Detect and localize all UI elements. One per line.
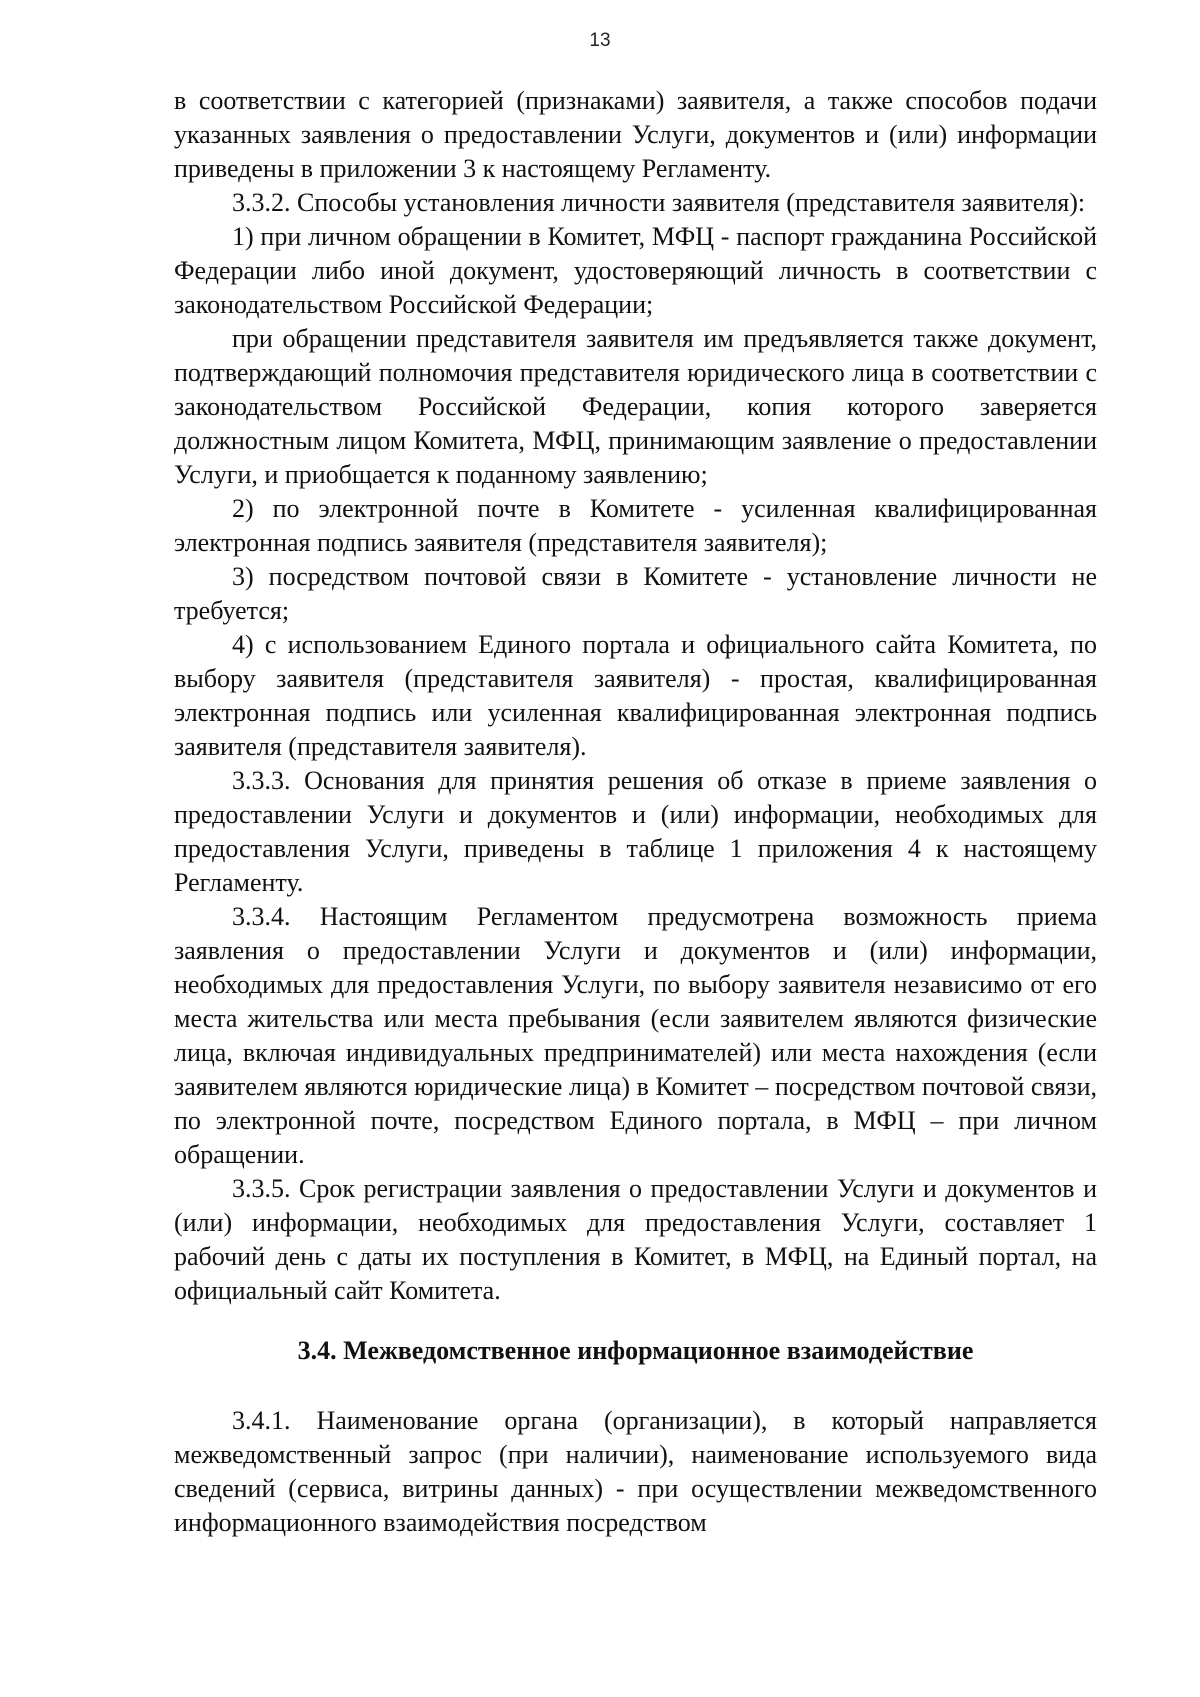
- section-heading: 3.4. Межведомственное информационное взаимодействие: [297, 1336, 974, 1365]
- paragraph: 3.3.4. Настоящим Регламентом предусмотрена возможность приема заявления о предоставлении Услуги и документов и (или) информации, необходимых для предоставления Услуги, по выбору заявителя независимо от его места жительства или места пребывания (если заявителем являются физические лица, включая индивидуальных предпринимателей) или места нахождения (если заявителем являются юридические лица) в Комитет – посредством почтовой связи, по электронной почте, посредством Единого портала, в МФЦ – при личном обращении.: [174, 902, 1097, 1169]
- paragraph: 3.4.1. Наименование органа (организации), в который направляется межведомственный запрос (при наличии), наименование используемого вида сведений (сервиса, витрины данных) - при осуществлении межведомственного информационного взаимодействия посредством: [174, 1406, 1097, 1537]
- paragraph: при обращении представителя заявителя им предъявляется также документ, подтверждающий полномочия представителя юридического лица в соответствии с законодательством Российской Федерации, копия которого заверяется должностным лицом Комитета, МФЦ, принимающим заявление о предоставлении Услуги, и приобщается к поданному заявлению;: [174, 324, 1097, 489]
- page-number: 13: [589, 30, 611, 51]
- paragraph: 1) при личном обращении в Комитет, МФЦ - паспорт гражданина Российской Федерации либо иной документ, удостоверяющий личность в соответствии с законодательством Российской Федерации;: [174, 222, 1097, 319]
- paragraph: 4) с использованием Единого портала и официального сайта Комитета, по выбору заявителя (представителя заявителя) - простая, квалифицированная электронная подпись или усиленная квалифицированная электронная подпись заявителя (представителя заявителя).: [174, 630, 1097, 761]
- paragraph: 2) по электронной почте в Комитете - усиленная квалифицированная электронная подпись заявителя (представителя заявителя);: [174, 494, 1097, 557]
- paragraph: в соответствии с категорией (признаками) заявителя, а также способов подачи указанных заявления о предоставлении Услуги, документов и (или) информации приведены в приложении 3 к настоящему Регламенту.: [174, 86, 1097, 183]
- document-body: [174, 84, 1097, 1540]
- paragraph: 3.3.3. Основания для принятия решения об отказе в приеме заявления о предоставлении Услуги и документов и (или) информации, необходимых для предоставления Услуги, приведены в таблице 1 приложения 4 к настоящему Регламенту.: [174, 766, 1097, 897]
- paragraph: 3.3.5. Срок регистрации заявления о предоставлении Услуги и документов и (или) информации, необходимых для предоставления Услуги, составляет 1 рабочий день с даты их поступления в Комитет, в МФЦ, на Единый портал, на официальный сайт Комитета.: [174, 1174, 1097, 1305]
- paragraph: 3.3.2. Способы установления личности заявителя (представителя заявителя):: [232, 188, 1086, 217]
- paragraph: 3) посредством почтовой связи в Комитете - установление личности не требуется;: [174, 562, 1097, 625]
